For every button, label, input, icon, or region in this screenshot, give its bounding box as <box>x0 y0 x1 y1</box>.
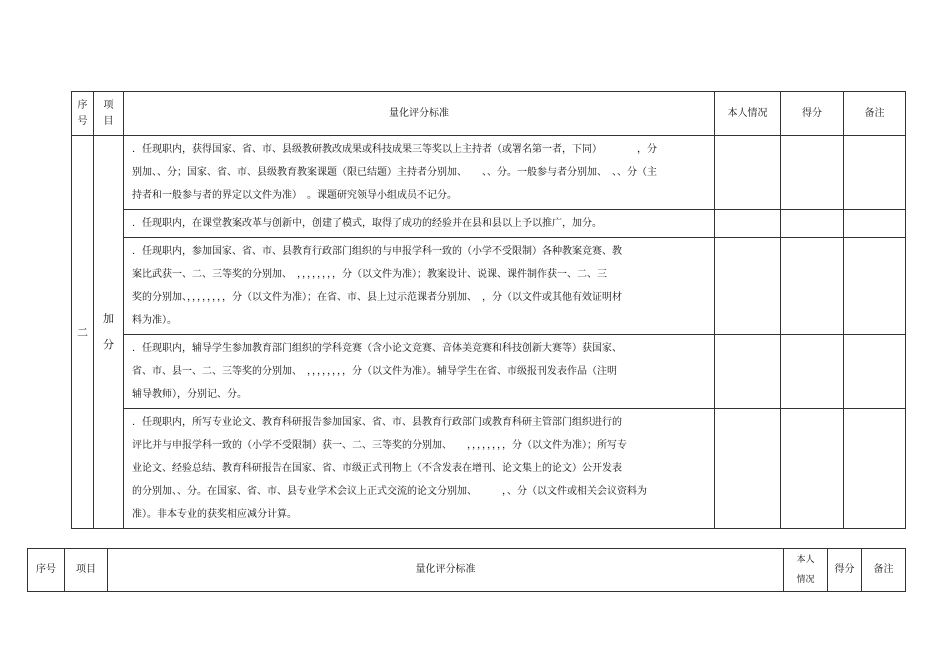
header-self: 本人情况 <box>715 92 781 136</box>
section-number: 二 <box>72 136 94 529</box>
criteria-line: 别加、、分；国家、省、市、县级教育教案课题（限已结题）主持者分别加、 、、分。一般参与者分别加、 、、分（主 <box>132 167 657 178</box>
criteria-line: 辅导教师），分别记、分。 <box>132 389 247 400</box>
header-seq: 序号 <box>72 92 94 136</box>
criteria-line: ．任现职内，获得国家、省、市、县级教研教改成果或科技成果三等奖以上主持者（或署名第一者，下同） ，分 <box>132 144 657 155</box>
table-row <box>72 136 906 210</box>
header-note: 备注 <box>844 92 906 136</box>
table-row <box>72 409 906 529</box>
criteria-cell <box>124 136 715 210</box>
header-note: 备注 <box>862 549 906 592</box>
self-cell[interactable] <box>715 335 781 409</box>
table-row <box>72 335 906 409</box>
criteria-line: 持者和一般参与者的界定以文件为准） 。课题研究领导小组成员不记分。 <box>132 190 457 201</box>
criteria-line: 案比武获一、二、三等奖的分别加、 ，，，，，，，，分（以文件为准）；教案设计、说课、课件制作获一、二、三 <box>132 269 607 280</box>
note-cell[interactable] <box>844 238 906 335</box>
table-header-row <box>28 549 906 592</box>
self-cell[interactable] <box>715 210 781 238</box>
header-item: 项目 <box>65 549 108 592</box>
self-cell[interactable] <box>715 136 781 210</box>
scoring-table-continued <box>27 548 906 592</box>
header-criteria: 量化评分标准 <box>108 549 784 592</box>
section-item: 加分 <box>94 136 124 529</box>
score-cell[interactable] <box>781 409 844 529</box>
table-row <box>72 210 906 238</box>
criteria-cell <box>124 409 715 529</box>
header-self <box>784 549 828 592</box>
table-header-row <box>72 92 906 136</box>
criteria-line: ．任现职内，参加国家、省、市、县教育行政部门组织的与申报学科一致的（小学不受限制）各种教案竞赛、教 <box>132 246 622 257</box>
header-score: 得分 <box>781 92 844 136</box>
criteria-line: ．任现职内，在课堂教案改革与创新中，创建了模式，取得了成功的经验并在县和县以上予以推广，加分。 <box>132 218 602 229</box>
criteria-cell <box>124 335 715 409</box>
note-cell[interactable] <box>844 335 906 409</box>
criteria-line: 评比并与申报学科一致的（小学不受限制）获一、二、三等奖的分别加、 ，，，，，，，，分（以文件为准）；所写专 <box>132 440 627 451</box>
criteria-line: 省、市、县一、二、三等奖的分别加、 ，，，，，，，，分（以文件为准）。辅导学生在省、市级报刊发表作品（注明 <box>132 366 617 377</box>
header-criteria: 量化评分标准 <box>124 92 715 136</box>
header-seq: 序号 <box>28 549 65 592</box>
criteria-line: 业论文、经验总结、教育科研报告在国家、省、市级正式刊物上（不含发表在增刊、论文集上的论文）公开发表 <box>132 463 622 474</box>
score-cell[interactable] <box>781 238 844 335</box>
self-cell[interactable] <box>715 238 781 335</box>
criteria-cell <box>124 238 715 335</box>
note-cell[interactable] <box>844 409 906 529</box>
criteria-line: 的分别加、、分。在国家、省、市、县专业学术会议上正式交流的论文分别加、 ，、分（以文件或相关会议资料为 <box>132 486 647 497</box>
criteria-line: ．任现职内，辅导学生参加教育部门组织的学科竞赛（含小论文竞赛、音体美竞赛和科技创新大赛等）获国家、 <box>132 343 622 354</box>
header-self-line: 情况 <box>796 575 815 585</box>
table-row <box>72 238 906 335</box>
criteria-line: 料为准）。 <box>132 315 177 326</box>
note-cell[interactable] <box>844 136 906 210</box>
header-item: 项目 <box>94 92 124 136</box>
criteria-line: 奖的分别加、，，，，，，，，分（以文件为准）；在省、市、县上过示范课者分别加、 ，分（以文件或其他有效证明材 <box>132 292 622 303</box>
header-score: 得分 <box>828 549 862 592</box>
criteria-cell <box>124 210 715 238</box>
criteria-line: 准）。非本专业的获奖相应减分计算。 <box>132 509 297 520</box>
header-self-line: 本人 <box>796 555 815 565</box>
score-cell[interactable] <box>781 335 844 409</box>
note-cell[interactable] <box>844 210 906 238</box>
criteria-line: ．任现职内，所写专业论文、教育科研报告参加国家、省、市、县教育行政部门或教育科研主管部门组织进行的 <box>132 417 622 428</box>
score-cell[interactable] <box>781 136 844 210</box>
scoring-table <box>71 91 906 529</box>
score-cell[interactable] <box>781 210 844 238</box>
self-cell[interactable] <box>715 409 781 529</box>
